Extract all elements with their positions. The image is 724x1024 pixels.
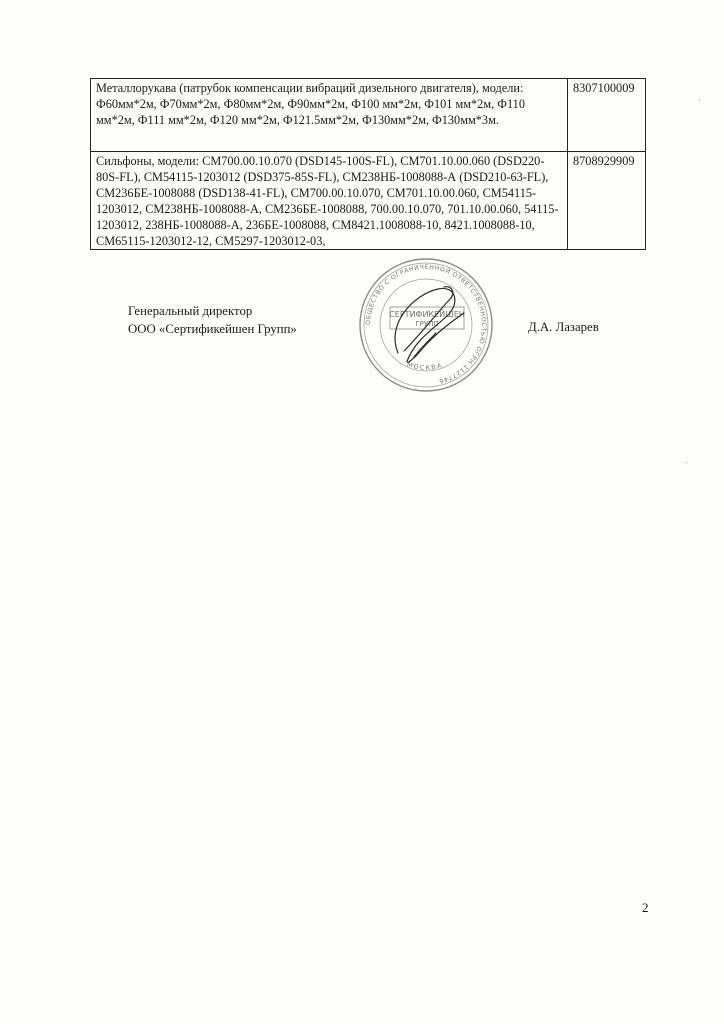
- product-code: 8708929909: [568, 152, 646, 250]
- signatory-position: [128, 302, 297, 338]
- svg-text:МОСКВА: [406, 360, 444, 372]
- signatory-name: Д.А. Лазарев: [528, 320, 599, 334]
- table-row: [91, 152, 646, 250]
- company-stamp: [356, 255, 496, 395]
- stamp-ring-text: ОБЩЕСТВО С ОГРАНИЧЕННОЙ ОТВЕТСТВЕННОСТЬЮ ОГРН 1127746: [364, 263, 488, 385]
- company-line: ООО «Сертификейшен Групп»: [128, 322, 297, 336]
- stamp-city-text: МОСКВА: [405, 360, 444, 372]
- stamp-center-line1: СЕРТИФИКЕЙШЕН: [389, 310, 465, 319]
- scan-speck: [686, 462, 687, 463]
- product-table: [90, 78, 646, 250]
- scan-speck: [699, 99, 700, 100]
- table-row: [91, 79, 646, 152]
- product-description: Металлорукава (патрубок компенсации вибраций дизельного двигателя), модели: Ф60мм*2м, Ф70мм*2м, Ф80мм*2м, Ф90мм*2м, Ф100 мм*2м, Ф101 мм*2м, Ф110 мм*2м, Ф111 мм*2м, Ф120 мм*2м, Ф121.5мм*2м, Ф130мм*2м, Ф130мм*3м.: [91, 79, 568, 152]
- position-line: Генеральный директор: [128, 304, 253, 318]
- stamp-center-line2: ГРУПП: [415, 320, 439, 328]
- page-number: 2: [642, 900, 649, 915]
- product-code: 8307100009: [568, 79, 646, 152]
- product-description: Сильфоны, модели: СМ700.00.10.070 (DSD145-100S-FL), СМ701.10.00.060 (DSD220-80S-FL), СМ54115-1203012 (DSD375-85S-FL), СМ238НБ-1008088-А (DSD210-63-FL), СМ236БЕ-1008088 (DSD138-41-FL), СМ700.00.10.070, СМ701.10.00.060, СМ54115-1203012, СМ238НБ-1008088-А, СМ236БЕ-1008088, 700.00.10.070, 701.10.00.060, 54115-1203012, 238НБ-1008088-А, 236БЕ-1008088, СМ8421.1008088-10, 8421.1008088-10, СМ65115-1203012-12, СМ5297-1203012-03,: [91, 152, 568, 250]
